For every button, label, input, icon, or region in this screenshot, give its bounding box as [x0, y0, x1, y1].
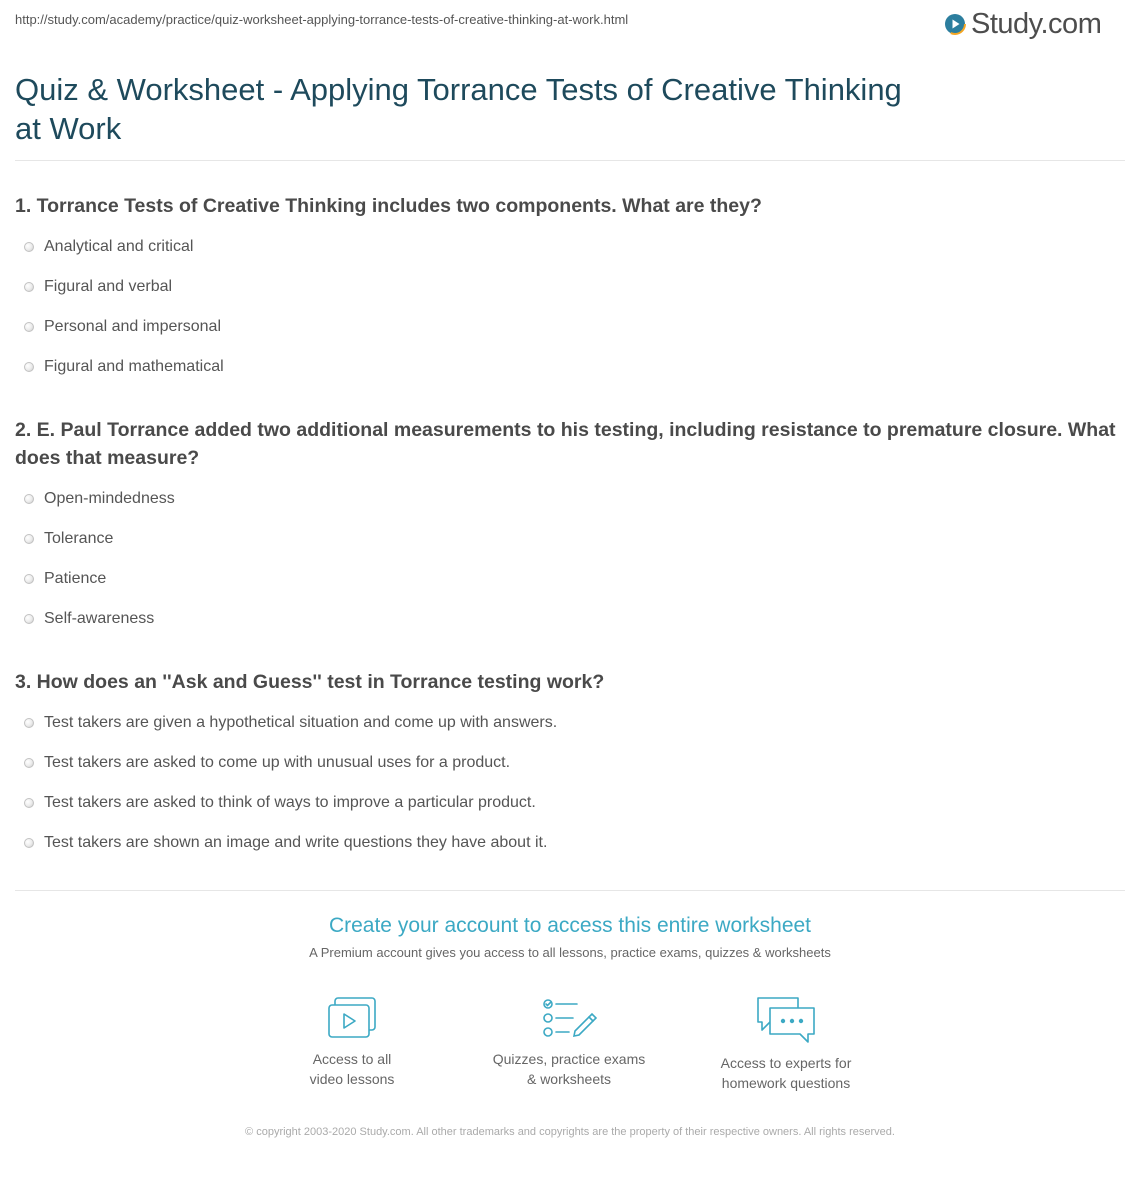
radio-icon[interactable]	[24, 242, 34, 252]
radio-icon[interactable]	[24, 758, 34, 768]
radio-icon[interactable]	[24, 282, 34, 292]
answer-label: Self-awareness	[44, 610, 155, 627]
question-2-answers	[15, 479, 175, 639]
answer-option[interactable]	[15, 599, 175, 639]
answer-label: Test takers are asked to think of ways to improve a particular product.	[44, 794, 536, 811]
question-3: 3. How does an ''Ask and Guess'' test in Torrance testing work?	[15, 671, 605, 693]
quiz-checklist-icon	[541, 995, 597, 1041]
answer-label: Figural and mathematical	[44, 358, 224, 375]
answer-label: Analytical and critical	[44, 238, 194, 255]
answer-option[interactable]	[15, 783, 557, 823]
feature-experts	[686, 995, 886, 1093]
radio-icon[interactable]	[24, 838, 34, 848]
question-1-answers	[15, 227, 224, 387]
radio-icon[interactable]	[24, 494, 34, 504]
answer-option[interactable]	[15, 347, 224, 387]
radio-icon[interactable]	[24, 534, 34, 544]
feature-quizzes	[469, 995, 669, 1089]
create-account-link[interactable]: Create your account to access this entire worksheet	[328, 914, 812, 937]
answer-option[interactable]	[15, 559, 175, 599]
question-1: 1. Torrance Tests of Creative Thinking includes two components. What are they?	[15, 195, 762, 217]
radio-icon[interactable]	[24, 798, 34, 808]
feature-video-lessons	[252, 995, 452, 1089]
radio-icon[interactable]	[24, 614, 34, 624]
answer-label: Test takers are given a hypothetical situation and come up with answers.	[44, 714, 558, 731]
play-logo-icon	[944, 13, 966, 35]
copyright-notice: © copyright 2003-2020 Study.com. All other trademarks and copyrights are the property of their respective owners. All rights reserved.	[245, 1126, 895, 1138]
question-2: 2. E. Paul Torrance added two additional measurements to his testing, including resistance to premature closure. What does that measure?	[15, 419, 1116, 469]
chat-bubbles-icon	[754, 995, 818, 1045]
answer-option[interactable]	[15, 227, 224, 267]
page-url: http://study.com/academy/practice/quiz-worksheet-applying-torrance-tests-of-creative-thinking-at-work.html	[15, 12, 629, 27]
answer-label: Patience	[44, 570, 107, 587]
feature-label: Access to experts for homework questions	[720, 1055, 852, 1091]
feature-label: Quizzes, practice exams & worksheets	[492, 1051, 646, 1087]
answer-option[interactable]	[15, 703, 557, 743]
radio-icon[interactable]	[24, 718, 34, 728]
radio-icon[interactable]	[24, 574, 34, 584]
title-divider	[15, 160, 1125, 161]
feature-label: Access to all video lessons	[309, 1051, 395, 1087]
answer-option[interactable]	[15, 307, 224, 347]
answer-option[interactable]	[15, 479, 175, 519]
answer-option[interactable]	[15, 823, 557, 863]
cta-divider	[15, 890, 1125, 891]
answer-label: Test takers are shown an image and write questions they have about it.	[44, 834, 548, 851]
answer-label: Figural and verbal	[44, 278, 173, 295]
radio-icon[interactable]	[24, 322, 34, 332]
study-logo[interactable]	[944, 6, 1101, 42]
answer-label: Personal and impersonal	[44, 318, 221, 335]
answer-option[interactable]	[15, 743, 557, 783]
cta-subtitle: A Premium account gives you access to all lessons, practice exams, quizzes & worksheets	[309, 945, 831, 960]
radio-icon[interactable]	[24, 362, 34, 372]
answer-label: Test takers are asked to come up with unusual uses for a product.	[44, 754, 511, 771]
video-lessons-icon	[326, 995, 378, 1041]
page-title: Quiz & Worksheet - Applying Torrance Tests of Creative Thinking at Work	[15, 72, 902, 146]
question-3-answers	[15, 703, 557, 863]
logo-text: Study.com	[971, 7, 1102, 40]
answer-option[interactable]	[15, 267, 224, 307]
answer-label: Open-mindedness	[44, 490, 175, 507]
answer-option[interactable]	[15, 519, 175, 559]
answer-label: Tolerance	[44, 530, 114, 547]
